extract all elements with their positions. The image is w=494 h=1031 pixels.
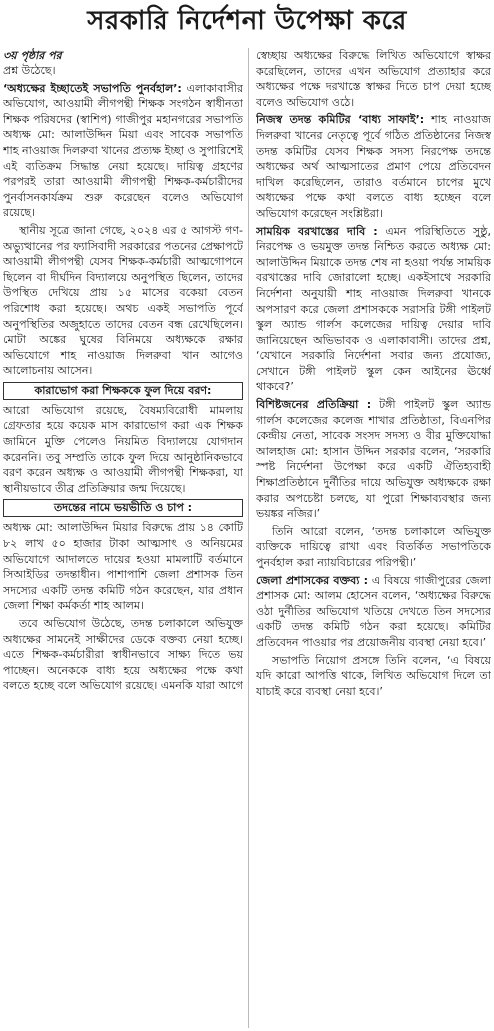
paragraph: তবে অভিযোগ উঠেছে, তদন্ত চলাকালে অভিযুক্ত অধ্যক্ষের সামনেই সাক্ষীদের ডেকে বক্তব্য নেয়া হচ্ছে। এতে শিক্ষক-কর্মচারীরা স্বাধীনভাবে সাক্ষ্য দিতে ভয় পাচ্ছেন। অনেককে বাধ্য হয়ে অধ্যক্ষের পক্ষে কথা বলতে হচ্ছে বলে অভিযোগ রয়েছে। এমনকি যারা আগে [3,617,243,693]
subheading: বিশিষ্টজনের প্রতিক্রিয়া : [256,398,372,412]
boxed-subheading: তদন্তের নামে ভয়ভীতি ও চাপ : [3,499,243,517]
paragraph-text: শাহ নাওয়াজ দিলরুবা খানের নেতৃত্বে পূর্বে গঠিত প্রতিষ্ঠানের নিজস্ব তদন্ত কমিটির যেসব শিক্ষক সদস্য নিরপেক্ষ তদন্তে অধ্যক্ষের অর্থ আত্মসাতের প্রমাণ পেয়ে প্রতিবেদন দাখিল করেছিলেন, তারাও বর্তমানে চাপের মুখে অধ্যক্ষের পক্ষে কথা বলতে বাধ্য হচ্ছেন বলে অভিযোগ করেছেন সংশ্লিষ্টরা। [256,113,491,220]
subheading: ‘অধ্যক্ষের ইচ্ছাতেই সভাপতি পুনর্বহাল’: [3,81,182,95]
paragraph [256,573,491,651]
paragraph [3,81,243,221]
paragraph [256,224,491,396]
paragraph-text: এলাকাবাসীর অভিযোগ, আওয়ামী লীগপন্থী শিক্ষক সংগঠন স্বাধীনতা শিক্ষক পরিষদের (স্বাশিপ) গাজীপুর মহানগরের সভাপতি অধ্যক্ষ মো: আলাউদ্দিন মিয়া এবং সাবেক সভাপতি শাহ নাওয়াজ দিলরুবা খানের প্রত্যক্ষ ইচ্ছা ও সুপারিশেই এই ব্যতিক্রম সিদ্ধান্ত নেয়া হয়েছে। দায়িত্ব গ্রহণের পরপরই তারা আওয়ামী লীগপন্থী শিক্ষক-কর্মচারীদের পুনর্বাসনকার্যক্রম শুরু করেছেন বলেও অভিযোগ রয়েছে। [3,81,243,220]
boxed-subheading: কারাভোগ করা শিক্ষককে ফুল দিয়ে বরণ: [3,382,243,400]
paragraph: প্রশ্ন উঠেছে। [3,64,56,77]
subheading: জেলা প্রশাসকের বক্তব্য : [256,573,369,587]
paragraph-text: টঙ্গী পাইলট স্কুল অ্যান্ড গার্লস কলেজের কলেজ শাখার প্রতিষ্ঠাতা, বিএনপির কেন্দ্রীয় নেতা, সাবেক সংসদ সদস্য ও বীর মুক্তিযোদ্ধা আলহাজ মো: হাসান উদ্দিন সরকার বলেন, ‘সরকারি স্পষ্ট নির্দেশনা উপেক্ষা করে একটি ঐতিহ্যবাহী শিক্ষাপ্রতিষ্ঠানে দুর্নীতির দায়ে অভিযুক্ত অধ্যক্ষকে রক্ষা করার অপচেষ্টা চলছে, যা পুরো শিক্ষাব্যবস্থার জন্য ভয়ঙ্কর নজির।’ [256,398,491,521]
paragraph: আরো অভিযোগ রয়েছে, বৈষম্যবিরোধী মামলায় গ্রেফতার হয়ে কয়েক মাস কারাভোগ করা এক শিক্ষক জামিনে মুক্তি পেলেও নিয়মিত বিদ্যালয়ে যোগদান করেননি। তবু সম্প্রতি তাকে ফুল দিয়ে আনুষ্ঠানিকভাবে বরণ করেন অধ্যক্ষ ও আওয়ামী লীগপন্থী শিক্ষকরা, যা স্থানীয়ভাবে তীব্র প্রতিক্রিয়ার জন্ম দিয়েছে। [3,403,243,495]
article-column-right [256,48,491,1028]
paragraph: স্বেচ্ছায় অধ্যক্ষের বিরুদ্ধে লিখিত অভিযোগে স্বাক্ষর করেছিলেন, তাদের এখন অভিযোগ প্রত্যাহার করে অধ্যক্ষের পক্ষে দরখাস্তে স্বাক্ষর দিতে চাপ দেয়া হচ্ছে বলেও অভিযোগ ওঠে। [256,49,491,109]
paragraph: তিনি আরো বলেন, ‘তদন্ত চলাকালে অভিযুক্ত ব্যক্তিকে দায়িত্বে রাখা এবং বিতর্কিত সভাপতিকে পুনর্বহাল করা ন্যায়বিচারের পরিপন্থী।’ [256,524,491,569]
article-column-left [3,48,243,1028]
continuation-label: ৩য় পৃষ্ঠার পর [3,49,62,62]
paragraph-text: এ বিষয়ে গাজীপুরের জেলা প্রশাসক মো: আলম হোসেন বলেন, ‘অধ্যক্ষের বিরুদ্ধে ওঠা দুর্নীতির অভিযোগ খতিয়ে দেখতে তিন সদস্যের একটি তদন্ত কমিটি গঠন করা হয়েছে। কমিটির প্রতিবেদন পাওয়ার পর প্রয়োজনীয় ব্যবস্থা নেয়া হবে।’ [256,573,491,649]
paragraph: স্থানীয় সূত্রে জানা গেছে, ২০২৪ এর ৫ আগস্ট গণ-অভ্যুত্থানের পর ফ্যাসিবাদী সরকারের পতনের প্রেক্ষাপটে আওয়ামী লীগপন্থী যেসব শিক্ষক-কর্মচারী আত্মগোপনে ছিলেন বা দীর্ঘদিন বিদ্যালয়ে অনুপস্থিত ছিলেন, তাদের উপস্থিত দেখিয়ে প্রায় ১৫ মাসের বকেয়া বেতন পরিশোধ করা হয়েছে। অথচ একই সভাপতি পূর্বে অনুপস্থিতির অজুহাতে তাদের বেতন বন্ধ রেখেছিলেন। মোটা অঙ্কের ঘুষের বিনিময়ে অধ্যক্ষকে রক্ষার অভিযোগে শাহ নাওয়াজ দিলরুবা খান আগেও আলোচনায় আসেন। [3,223,243,378]
paragraph [256,397,491,522]
column-divider [248,48,249,1028]
paragraph: অধ্যক্ষ মো: আলাউদ্দিন মিয়ার বিরুদ্ধে প্রায় ১৪ কোটি ৮২ লাখ ৫০ হাজার টাকা আত্মসাৎ ও অনিয়মের অভিযোগে আদালতে দায়ের হওয়া মামলাটি বর্তমানে সিআইডির তদন্তাধীন। পাশাপাশি জেলা প্রশাসক তিন সদস্যের একটি তদন্ত কমিটি গঠন করেছেন, যার প্রধান জেলা শিক্ষা কর্মকর্তা শাহ আলম। [3,521,243,613]
subheading: সাময়িক বরখাস্তের দাবি : [256,224,378,238]
paragraph [256,112,491,221]
paragraph-text: এমন পরিস্থিতিতে সুষ্ঠু, নিরপেক্ষ ও ভয়মুক্ত তদন্ত নিশ্চিত করতে অধ্যক্ষ মো: আলাউদ্দিন মিয়াকে তদন্ত শেষ না হওয়া পর্যন্ত সাময়িক বরখাস্তের দাবি জোরালো হচ্ছে। একইসাথে সরকারি নির্দেশনা অনুযায়ী শাহ নাওয়াজ দিলরুবা খানকে অপসারণ করে জেলা প্রশাসককে সরাসরি টঙ্গী পাইলট স্কুল অ্যান্ড গার্লস কলেজের দায়িত্ব দেয়ার দাবি জানিয়েছেন অভিভাবক ও এলাকাবাসী। তাদের প্রশ্ন, ‘যেখানে সরকারি নির্দেশনা সবার জন্য প্রযোজ্য, সেখানে টঙ্গী পাইলট স্কুল কেন আইনের ঊর্ধ্বে থাকবে?’ [256,224,491,394]
page-title: সরকারি নির্দেশনা উপেক্ষা করে [87,6,407,36]
subheading: নিজস্ব তদন্ত কমিটির ‘বাধ্য সাফাই’: [256,113,425,127]
paragraph: সভাপতি নিয়োগ প্রসঙ্গে তিনি বলেন, ‘এ বিষয়ে যদি কারো আপত্তি থাকে, লিখিত অভিযোগ দিলে তা যাচাই করে ব্যবস্থা নেয়া হবে।’ [256,653,491,698]
